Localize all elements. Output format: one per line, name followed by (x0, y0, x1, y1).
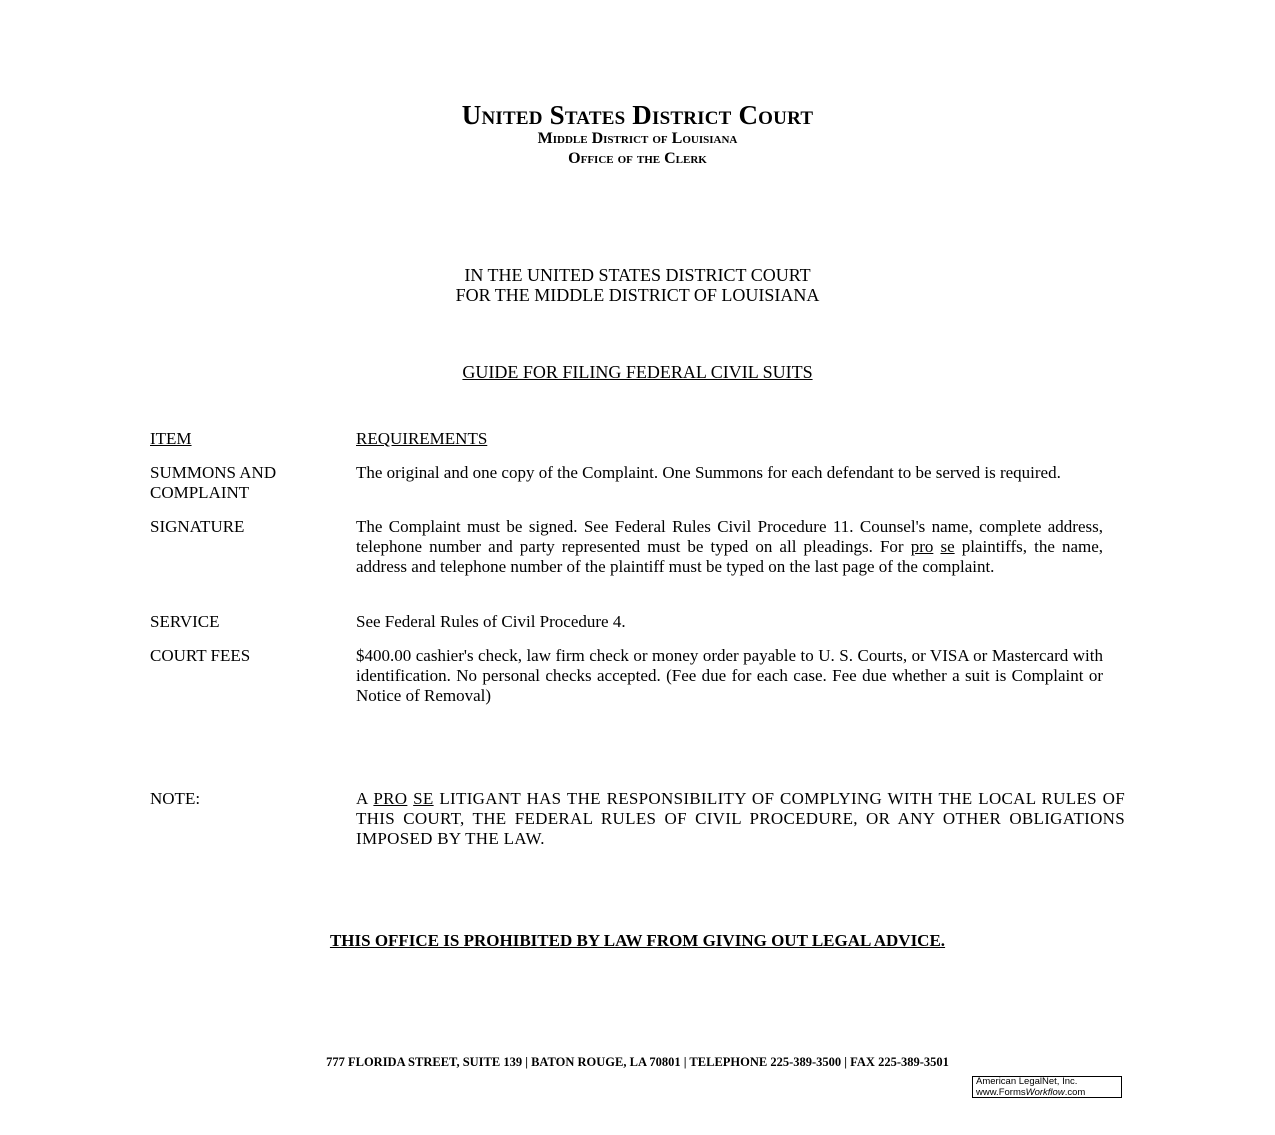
office-name: Office of the Clerk (568, 150, 707, 167)
note-text: A PRO SE LITIGANT HAS THE RESPONSIBILITY OF COMPLYING WITH THE LOCAL RULES OF THIS COURT, THE FEDERAL RULES OF CIVIL PROCEDURE, OR ANY OTHER OBLIGATIONS IMPOSED BY THE LAW. (356, 789, 1125, 848)
requirements-header: REQUIREMENTS (356, 429, 488, 448)
item-summons-complaint (150, 463, 345, 503)
caption-line-2: FOR THE MIDDLE DISTRICT OF LOUISIANA (455, 285, 820, 305)
item-label-line-1: SUMMONS AND (150, 463, 277, 482)
guide-title: GUIDE FOR FILING FEDERAL CIVIL SUITS (462, 362, 813, 382)
item-service: SERVICE (150, 612, 220, 631)
item-signature: SIGNATURE (150, 517, 245, 536)
item-label-line-2: COMPLAINT (150, 483, 250, 502)
requirement-court-fees: $400.00 cashier's check, law firm check or money order payable to U. S. Courts, or VISA or Mastercard with identification. No personal checks accepted. (Fee due for each case. Fee due whether a suit is Complaint or Notice of Removal) (356, 646, 1103, 705)
american-legalnet-stamp: American LegalNet, Inc. www.FormsWorkflow.com (972, 1076, 1122, 1098)
pro-text: pro (910, 537, 934, 556)
note-pro: PRO (373, 789, 408, 808)
requirement-service: See Federal Rules of Civil Procedure 4. (356, 612, 626, 631)
caption-line-1: IN THE UNITED STATES DISTRICT COURT (464, 265, 811, 285)
item-court-fees: COURT FEES (150, 646, 251, 665)
district-name: Middle District of Louisiana (537, 130, 738, 147)
note-label: NOTE: (150, 789, 201, 808)
court-title: United States District Court (461, 100, 814, 130)
legal-advice-warning: THIS OFFICE IS PROHIBITED BY LAW FROM GIVING OUT LEGAL ADVICE. (329, 931, 946, 950)
note-se: SE (413, 789, 434, 808)
item-header: ITEM (150, 429, 192, 448)
requirement-summons-complaint: The original and one copy of the Complaint. One Summons for each defendant to be served is required. (356, 463, 1061, 482)
footer-address: 777 FLORIDA STREET, SUITE 139 | BATON ROUGE, LA 70801 | TELEPHONE 225-389-3500 | FAX 225-389-3501 (326, 1055, 949, 1069)
requirement-signature: The Complaint must be signed. See Federal Rules Civil Procedure 11. Counsel's name, complete address, telephone number and party represented must be typed on all pleadings. For pro se plaintiffs, the name, address and telephone number of the plaintiff must be typed on the last page of the complaint. (356, 517, 1104, 576)
se-text: se (940, 537, 955, 556)
